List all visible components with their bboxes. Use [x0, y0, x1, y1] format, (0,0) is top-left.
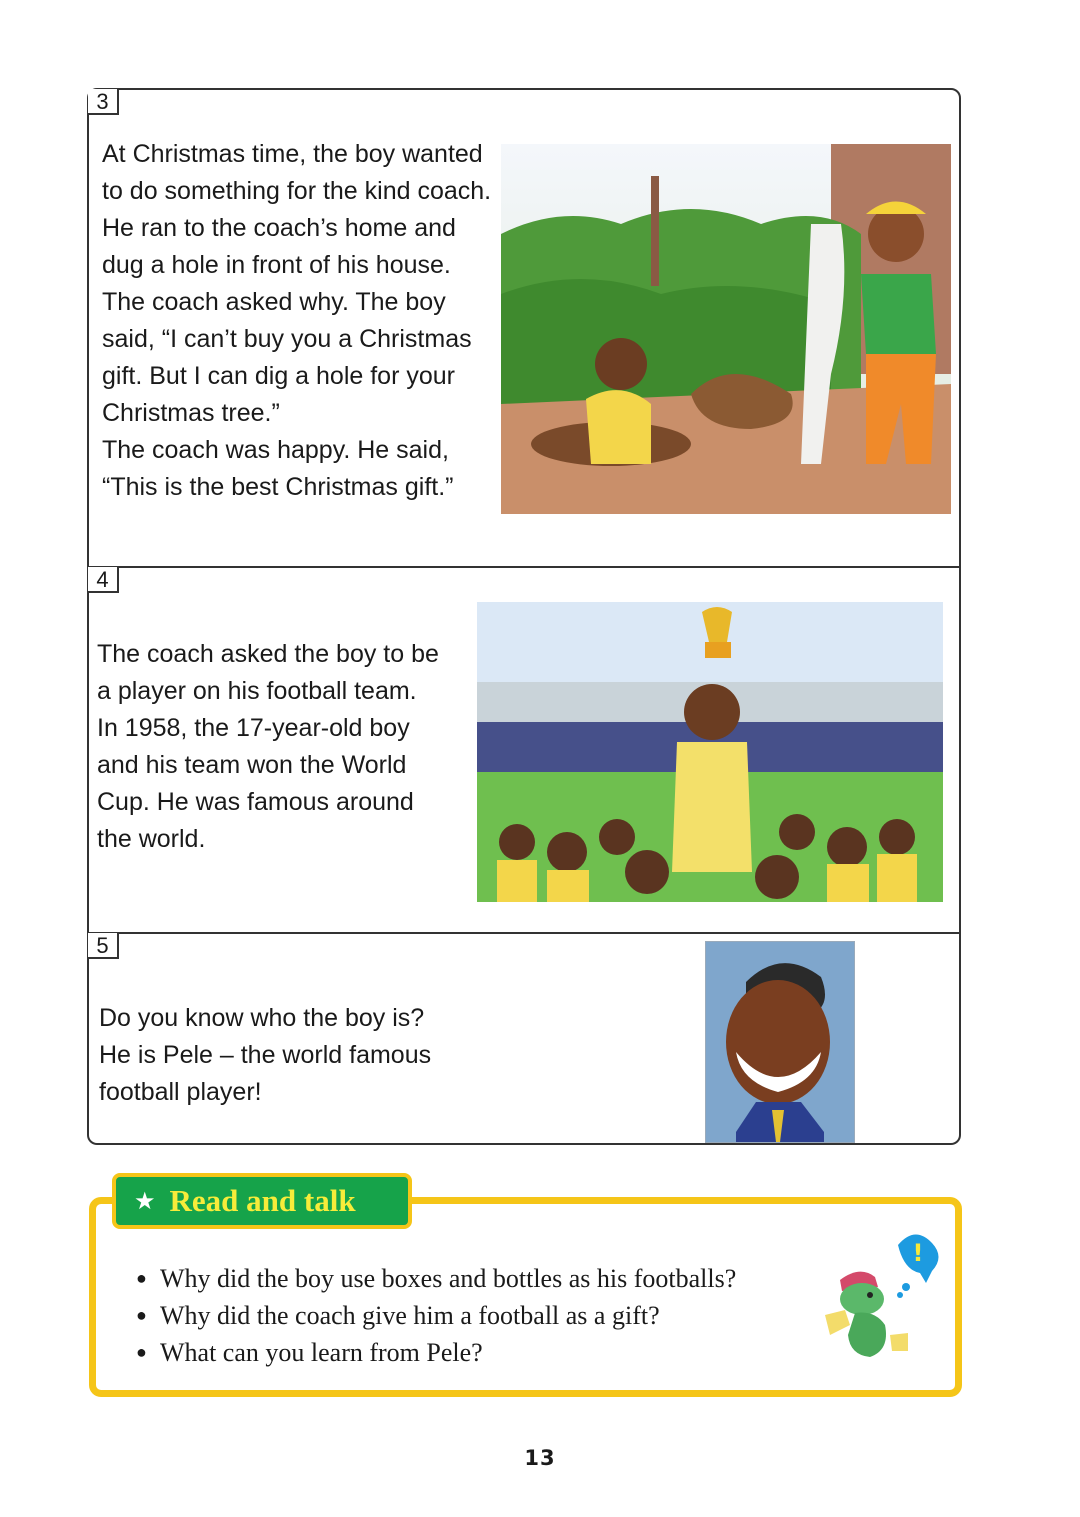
- exclamation-mark: !: [912, 1239, 924, 1267]
- panel-number: 4: [88, 567, 119, 593]
- story-panel-5: [89, 932, 959, 1145]
- panel-text: The coach asked the boy to be a player on his football team. In 1958, the 17-year-old boy and his team won the World Cup. He was famous around the world.: [97, 640, 439, 853]
- page-number: 13: [524, 1446, 556, 1470]
- world-cup-celebration-illustration: [477, 602, 943, 902]
- list-item: [136, 1334, 736, 1371]
- list-item: [136, 1260, 736, 1297]
- read-and-talk-title: Read and talk: [169, 1183, 356, 1218]
- story-panel-3: [89, 90, 959, 566]
- story-panel-4: [89, 566, 959, 932]
- dinosaur-mascot-icon: [820, 1225, 946, 1363]
- read-and-talk-title-tab: [112, 1173, 412, 1229]
- pele-caricature-portrait: [705, 941, 855, 1143]
- list-item: [136, 1297, 736, 1334]
- question-text: What can you learn from Pele?: [160, 1338, 483, 1367]
- star-icon: ★: [134, 1187, 156, 1215]
- bullet-icon: ●: [136, 1305, 147, 1325]
- bullet-icon: ●: [136, 1342, 147, 1362]
- question-list: [136, 1260, 736, 1371]
- bullet-icon: ●: [136, 1268, 147, 1288]
- panel-text: At Christmas time, the boy wanted to do something for the kind coach. He ran to the coach’s home and dug a hole in front of his house. The coach asked why. The boy said, “I can’t buy you a Christmas gift. But I can dig a hole for your Christmas tree.” The coach was happy. He said, “This is the best Christmas gift.”: [102, 140, 492, 501]
- panel-number: 5: [88, 933, 119, 959]
- question-text: Why did the boy use boxes and bottles as his footballs?: [160, 1264, 737, 1293]
- panel-number: 3: [88, 89, 119, 115]
- question-text: Why did the coach give him a football as a gift?: [160, 1301, 660, 1330]
- panel-text: Do you know who the boy is? He is Pele – the world famous football player!: [99, 1004, 432, 1106]
- story-box: [87, 88, 961, 1145]
- boy-digging-hole-illustration: [501, 144, 951, 514]
